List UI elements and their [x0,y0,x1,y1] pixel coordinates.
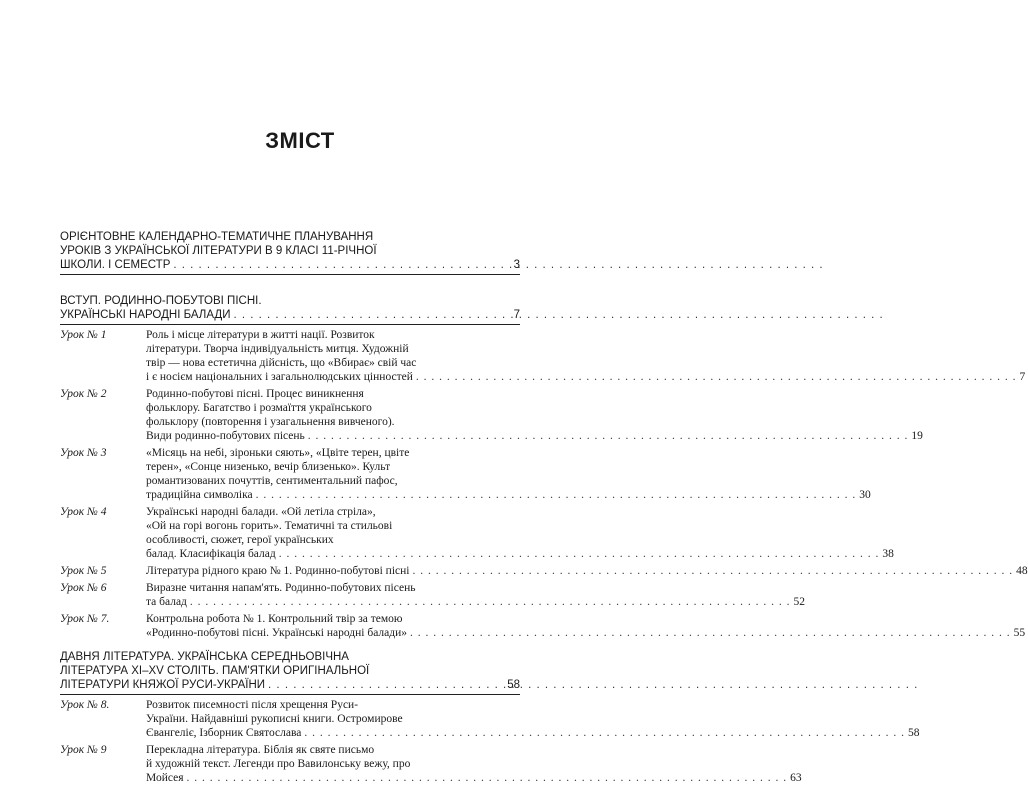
lesson-line: Розвиток писемності після хрещення Руси- [146,699,359,711]
lesson-description [146,387,923,443]
lesson-line: «Ой на горі вогонь горить». Тематичні та стильові [146,520,393,532]
lesson-line: «Родинно-побутові пісні. Українські народні балади» [146,627,408,639]
lesson-description [146,446,871,502]
lesson-entry[interactable] [60,564,1028,578]
lesson-line: Види родинно-побутових пісень [146,430,305,442]
lesson-entry[interactable] [60,612,1026,640]
lesson-label: Урок № 1 [60,329,107,341]
lesson-label: Урок № 4 [60,506,107,518]
dot-leader [186,771,787,785]
section-rule [60,324,520,325]
lesson-line: Контрольна робота № 1. Контрольний твір за темою [146,613,403,625]
page-number: 7 [513,309,520,321]
page-number: 30 [859,489,871,501]
dot-leader [410,626,1011,640]
dot-leader [233,308,510,322]
page-number: 58 [908,727,920,739]
lesson-description [146,612,1025,640]
lesson-description [146,564,1028,578]
section-rule [60,694,520,695]
lesson-description [146,698,920,740]
lesson-line: Євангеліє, Ізборник Святослава [146,727,302,739]
lesson-line: Роль і місце літератури в житті нації. Розвиток [146,329,375,341]
section-rule [60,274,520,275]
section-heading-text: УКРАЇНСЬКІ НАРОДНІ БАЛАДИ [60,309,231,321]
lesson-last-line [146,547,894,561]
lesson-line: Перекладна література. Біблія як святе письмо [146,744,375,756]
lesson-line: України. Найдавніші рукописні книги. Остромирове [146,713,403,725]
lesson-line: Мойсея [146,772,184,784]
section-heading-entry[interactable] [60,258,520,272]
lesson-last-line [146,726,920,740]
section-heading-entry[interactable] [60,308,520,322]
lesson-last-line [146,595,805,609]
dot-leader [279,547,880,561]
lesson-line: літератури. Творча індивідуальність митця. Художній [146,343,409,355]
dot-leader [256,488,857,502]
lesson-line: Література рідного краю № 1. Родинно-побутові пісні [146,565,410,577]
lesson-line: і є носієм національних і загальнолюдських цінностей [146,371,413,383]
lesson-line: фольклору (повторення і узагальнення вивченого). [146,416,395,428]
lesson-line: «Місяць на небі, зіроньки сяють», «Цвіте терен, цвіте [146,447,410,459]
page-number: 58 [507,679,520,691]
lesson-entry[interactable] [60,387,923,443]
lesson-line: терен», «Сонце низенько, вечір близенько». Культ [146,461,391,473]
lesson-last-line [146,370,1025,384]
lesson-line: й художній текст. Легенди про Вавилонську вежу, про [146,758,411,770]
section-heading-line: УРОКІВ З УКРАЇНСЬКОЇ ЛІТЕРАТУРИ В 9 КЛАСІ 11-РІЧНОЇ [60,245,377,257]
page-number: 52 [793,596,806,608]
lesson-entry[interactable] [60,581,806,609]
page-number: 55 [1013,627,1026,639]
lesson-line: особливості, сюжет, герої українських [146,534,334,546]
page-number: 7 [1019,371,1026,383]
dot-leader [416,370,1017,384]
lesson-entry[interactable] [60,505,894,561]
lesson-line: традиційна символіка [146,489,253,501]
dot-leader [173,258,510,272]
lesson-line: романтизованих почуттів, сентиментальний пафос, [146,475,398,487]
page-number: 48 [1016,565,1028,577]
lesson-line: та балад [146,596,187,608]
dot-leader [304,726,905,740]
lesson-label: Урок № 6 [60,582,107,594]
table-of-contents [60,230,1028,795]
lesson-last-line [146,564,1028,578]
lesson-entry[interactable] [60,328,1026,384]
lesson-label: Урок № 9 [60,744,107,756]
dot-leader [190,595,791,609]
lesson-label: Урок № 8. [60,699,110,711]
page-number: 3 [513,259,520,271]
section-heading-line: ЛІТЕРАТУРА XI–XV СТОЛІТЬ. ПАМ'ЯТКИ ОРИГІНАЛЬНОЇ [60,665,370,677]
lesson-entry[interactable] [60,743,802,785]
lesson-description [146,505,894,561]
section-heading-text: ЛІТЕРАТУРИ КНЯЖОЇ РУСИ-УКРАЇНИ [60,679,266,691]
lesson-last-line [146,626,1025,640]
lesson-label: Урок № 3 [60,447,107,459]
page-title: ЗМІСТ [265,128,335,153]
toc-section [60,650,920,785]
dot-leader [412,564,1013,578]
lesson-last-line [146,771,802,785]
lesson-label: Урок № 5 [60,565,107,577]
dot-leader [308,429,909,443]
dot-leader [268,678,504,692]
lesson-last-line [146,429,923,443]
section-heading-line: ДАВНЯ ЛІТЕРАТУРА. УКРАЇНСЬКА СЕРЕДНЬОВІЧНА [60,651,349,663]
lesson-line: Виразне читання напам'ять. Родинно-побутових пісень [146,582,416,594]
toc-section [60,230,520,275]
page-number: 38 [882,548,894,560]
section-heading-line: ОРІЄНТОВНЕ КАЛЕНДАРНО-ТЕМАТИЧНЕ ПЛАНУВАННЯ [60,231,374,243]
lesson-entry[interactable] [60,698,920,740]
section-heading-text: ШКОЛИ. І СЕМЕСТР [60,259,171,271]
lesson-line: Родинно-побутові пісні. Процес виникнення [146,388,364,400]
lesson-line: балад. Класифікація балад [146,548,276,560]
lesson-description [146,743,802,785]
toc-section [60,294,1028,640]
lesson-last-line [146,488,871,502]
lesson-line: фольклору. Багатство і розмаїття українського [146,402,372,414]
section-heading-entry[interactable] [60,678,520,692]
lesson-description [146,328,1025,384]
page-number: 19 [911,430,923,442]
lesson-description [146,581,805,609]
lesson-entry[interactable] [60,446,871,502]
section-heading-line: ВСТУП. РОДИННО-ПОБУТОВІ ПІСНІ. [60,295,262,307]
page-number: 63 [790,772,802,784]
lesson-line: твір — нова естетична дійсність, що «Вбирає» свій час [146,357,417,369]
lesson-label: Урок № 7. [60,613,110,625]
lesson-line: Українські народні балади. «Ой летіла стріла», [146,506,376,518]
lesson-label: Урок № 2 [60,388,107,400]
